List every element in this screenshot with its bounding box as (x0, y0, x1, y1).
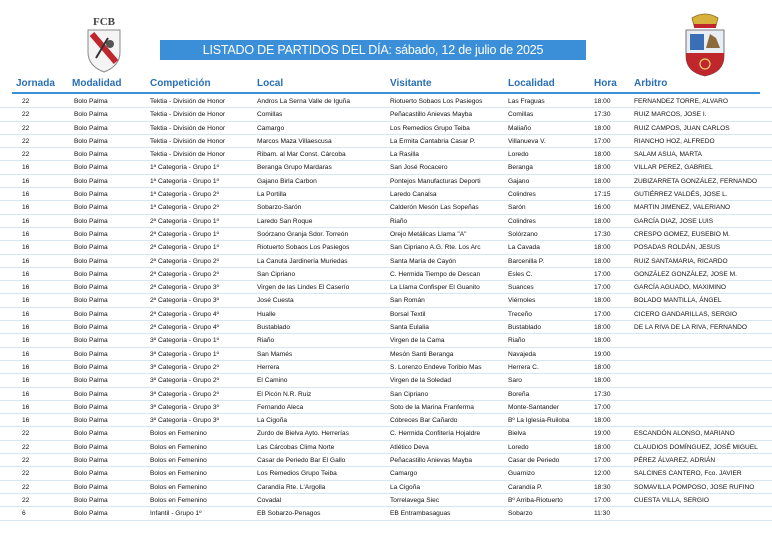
cell-hora: 16:00 (594, 204, 611, 212)
cell-modalidad: Bolo Palma (74, 483, 108, 491)
cell-modalidad: Bolo Palma (74, 297, 108, 305)
cell-localidad: Navajeda (508, 350, 536, 358)
cell-hora: 18:00 (594, 151, 611, 159)
cell-local: Bustablado (257, 324, 290, 332)
cell-jornada: 16 (22, 403, 30, 411)
cell-arbitro: CICERO GANDARILLAS, SERGIO (634, 310, 737, 318)
cell-localidad: Solórzano (508, 230, 538, 238)
cell-competicion: Bolos en Femenino (150, 457, 207, 465)
cell-local: EB Sobarzo-Penagos (257, 510, 321, 518)
cell-local: Camargo (257, 124, 285, 132)
cell-jornada: 22 (22, 111, 30, 119)
cell-arbitro: CLAUDIOS DOMÍNGUEZ, JOSÉ MIGUEL (634, 443, 758, 451)
cell-modalidad: Bolo Palma (74, 417, 108, 425)
cell-visitante: La Cigoña (390, 483, 421, 491)
cell-jornada: 22 (22, 457, 30, 465)
cell-competicion: Bolos en Femenino (150, 496, 207, 504)
cell-hora: 17:30 (594, 390, 611, 398)
cell-competicion: 3ª Categoría - Grupo 1º (150, 350, 219, 358)
cell-modalidad: Bolo Palma (74, 457, 108, 465)
cell-modalidad: Bolo Palma (74, 337, 108, 345)
cell-local: Las Cárcobas Clima Norte (257, 443, 335, 451)
header-arbitro: Arbitro (634, 78, 668, 89)
cell-visitante: La Ermita Cantabria Casar P. (390, 137, 476, 145)
header-competicion: Competición (150, 78, 211, 89)
cell-local: La Cigoña (257, 417, 288, 425)
header-hora: Hora (594, 78, 617, 89)
cell-localidad: Bielva (508, 430, 526, 438)
fcb-logo (80, 14, 128, 74)
cell-localidad: Gajano (508, 177, 530, 185)
cell-arbitro: POSADAS ROLDÁN, JESUS (634, 244, 721, 252)
cell-localidad: Bº Arriba-Riotuerto (508, 496, 563, 504)
cell-jornada: 16 (22, 217, 30, 225)
cell-arbitro: SALCINES CANTERO, Fco. JAVIER (634, 470, 742, 478)
table-row (0, 95, 772, 108)
cell-hora: 17:00 (594, 137, 611, 145)
cell-hora: 17:30 (594, 230, 611, 238)
cell-visitante: Santa Eulalia (390, 324, 429, 332)
cell-localidad: Boreña (508, 390, 530, 398)
header-visitante: Visitante (390, 78, 432, 89)
cell-jornada: 16 (22, 297, 30, 305)
cell-localidad: Las Fraguas (508, 98, 545, 105)
cell-visitante: C. Hermida Tiempo de Descan (390, 270, 481, 278)
cell-localidad: Treceño (508, 310, 532, 318)
cell-local: Casar de Periedo Bar El Gallo (257, 457, 346, 465)
cell-localidad: Beranga (508, 164, 533, 172)
cell-competicion: 2ª Categoría - Grupo 4º (150, 310, 219, 318)
cell-local: El Camino (257, 377, 288, 385)
table-row (0, 388, 772, 401)
cell-competicion: 2ª Categoría - Grupo 1º (150, 217, 219, 225)
table-row (0, 188, 772, 201)
cell-visitante: Camargo (390, 470, 418, 478)
cell-hora: 17:00 (594, 457, 611, 465)
cell-visitante: Soto de la Marina Franferma (390, 403, 474, 411)
cell-modalidad: Bolo Palma (74, 324, 108, 332)
cell-localidad: Herrera C. (508, 363, 539, 371)
cell-modalidad: Bolo Palma (74, 151, 108, 159)
cell-arbitro: GARCÍA AGUADO, MAXIMINO (634, 284, 726, 292)
cell-competicion: Bolos en Femenino (150, 470, 207, 478)
header-jornada: Jornada (16, 78, 55, 89)
cell-arbitro: RIANCHO HOZ, ALFREDO (634, 137, 715, 145)
table-row (0, 122, 772, 135)
header-local: Local (257, 78, 284, 89)
cell-hora: 17:00 (594, 496, 611, 504)
cell-jornada: 16 (22, 204, 30, 212)
cell-modalidad: Bolo Palma (74, 310, 108, 318)
cell-competicion: 3ª Categoría - Grupo 3º (150, 403, 219, 411)
cell-competicion: Infantil - Grupo 1º (150, 510, 202, 518)
cell-local: Comillas (257, 111, 283, 119)
cell-hora: 18:00 (594, 124, 611, 132)
cell-local: La Portilla (257, 191, 287, 199)
cell-competicion: 1ª Categoría - Grupo 1º (150, 177, 219, 185)
table-row (0, 494, 772, 507)
cell-visitante: Calderón Mesón Las Sopeñas (390, 204, 479, 212)
cell-arbitro: ZUBIZARRETA GONZÁLEZ, FERNANDO (634, 177, 757, 185)
cell-hora: 18:00 (594, 324, 611, 332)
cell-competicion: 1ª Categoría - Grupo 1º (150, 164, 219, 172)
cell-local: La Canuta Jardinería Muriedas (257, 257, 348, 265)
cell-competicion: 3ª Categoría - Grupo 2º (150, 377, 219, 385)
cell-arbitro: RUIZ SANTAMARIA, RICARDO (634, 257, 728, 265)
cell-local: Marcos Maza Villaescusa (257, 137, 332, 145)
cell-modalidad: Bolo Palma (74, 350, 108, 358)
cell-competicion: Tektia - División de Honor (150, 137, 226, 145)
cell-visitante: Peñacastillo Anievas Mayba (390, 111, 473, 119)
cell-localidad: Suances (508, 284, 534, 292)
cell-arbitro: RUIZ CAMPOS, JUAN CARLOS (634, 124, 730, 132)
cell-jornada: 16 (22, 257, 30, 265)
cell-localidad: Guarnizo (508, 470, 535, 478)
cell-visitante: La Rasilla (390, 151, 419, 159)
cell-localidad: Bustablado (508, 324, 541, 332)
cell-modalidad: Bolo Palma (74, 377, 108, 385)
cell-arbitro: MARTIN JIMENEZ, VALERIANO (634, 204, 731, 212)
cell-local: San Cipriano (257, 270, 296, 278)
cell-competicion: Bolos en Femenino (150, 430, 207, 438)
table-row (0, 108, 772, 121)
cell-jornada: 22 (22, 151, 30, 159)
cell-modalidad: Bolo Palma (74, 137, 108, 145)
cell-jornada: 16 (22, 177, 30, 185)
cell-jornada: 16 (22, 230, 30, 238)
cell-jornada: 22 (22, 443, 30, 451)
cell-visitante: Santa María de Cayón (390, 257, 456, 265)
cell-competicion: 3ª Categoría - Grupo 2º (150, 390, 219, 398)
cell-hora: 18:00 (594, 257, 611, 265)
cell-jornada: 22 (22, 470, 30, 478)
table-row (0, 454, 772, 467)
header-modalidad: Modalidad (72, 78, 122, 89)
cell-local: San Mamés (257, 350, 293, 358)
cell-local: Herrera (257, 363, 280, 371)
cell-local: Beranga Grupo Mardaras (257, 164, 332, 172)
cell-jornada: 22 (22, 430, 30, 438)
cell-competicion: Tektia - División de Honor (150, 98, 226, 105)
cell-localidad: Loredo (508, 151, 529, 159)
table-row (0, 135, 772, 148)
cell-jornada: 22 (22, 98, 30, 105)
cell-arbitro: GARCÍA DIAZ, JOSE LUIS (634, 217, 714, 225)
cell-visitante: Atlético Deva (390, 443, 429, 451)
cell-modalidad: Bolo Palma (74, 98, 108, 105)
cell-jornada: 16 (22, 324, 30, 332)
cantabria-coat-of-arms (680, 12, 730, 78)
cell-hora: 17:00 (594, 310, 611, 318)
cell-arbitro: FERNANDEZ TORRE, ALVARO (634, 98, 729, 105)
cell-arbitro: BOLADO MANTILLA, ÁNGEL (634, 297, 722, 305)
cell-arbitro: CUESTA VILLA, SERGIO (634, 496, 709, 504)
cell-modalidad: Bolo Palma (74, 443, 108, 451)
cell-local: El Picón N.R. Ruiz (257, 390, 312, 398)
cell-localidad: Loredo (508, 443, 529, 451)
cell-hora: 12:00 (594, 470, 611, 478)
cell-jornada: 16 (22, 244, 30, 252)
cell-hora: 11:30 (594, 510, 611, 518)
cell-jornada: 16 (22, 390, 30, 398)
cell-visitante: Riotuerto Sobaos Los Pasiegos (390, 98, 483, 105)
cell-hora: 18:00 (594, 363, 611, 371)
cell-hora: 17:00 (594, 284, 611, 292)
table-row (0, 148, 772, 161)
cell-hora: 19:00 (594, 350, 611, 358)
cell-local: José Cuesta (257, 297, 294, 305)
table-row (0, 308, 772, 321)
table-row (0, 441, 772, 454)
table-row (0, 467, 772, 480)
cell-localidad: Villanueva V. (508, 137, 546, 145)
cell-visitante: Riaño (390, 217, 408, 225)
page-title: LISTADO DE PARTIDOS DEL DÍA: sábado, 12 de julio de 2025 (160, 40, 586, 60)
cell-hora: 18:00 (594, 164, 611, 172)
cell-modalidad: Bolo Palma (74, 284, 108, 292)
fcb-logo-text: FCB (93, 16, 115, 28)
cell-hora: 19:00 (594, 430, 611, 438)
cell-visitante: Virgen de la Cama (390, 337, 445, 345)
cell-arbitro: PÉREZ ÁLVAREZ, ADRIÁN (634, 457, 716, 465)
cell-localidad: Colindres (508, 191, 536, 199)
cell-competicion: 3ª Categoría - Grupo 3º (150, 417, 219, 425)
cell-visitante: Laredo Canalsa (390, 191, 437, 199)
cell-arbitro: GONZÁLEZ GONZÁLEZ, JOSE M. (634, 270, 737, 278)
cell-competicion: 3ª Categoría - Grupo 1º (150, 337, 219, 345)
table-row (0, 507, 772, 520)
cell-local: Gajano Birla Carbon (257, 177, 317, 185)
cell-competicion: 1ª Categoría - Grupo 2º (150, 191, 219, 199)
table-row (0, 361, 772, 374)
table-row (0, 255, 772, 268)
cell-modalidad: Bolo Palma (74, 230, 108, 238)
cell-arbitro: VILLAR PEREZ, GABRIEL (634, 164, 713, 172)
cell-localidad: Sobarzo (508, 510, 533, 518)
cell-hora: 18:00 (594, 244, 611, 252)
cell-localidad: Monte-Santander (508, 403, 559, 411)
cell-visitante: Mesón Santi Beranga (390, 350, 454, 358)
table-row (0, 161, 772, 174)
cell-jornada: 16 (22, 417, 30, 425)
cell-local: Riotuerto Sobaos Los Pasiegos (257, 244, 350, 252)
cell-competicion: 1ª Categoría - Grupo 2º (150, 204, 219, 212)
cell-competicion: 2ª Categoría - Grupo 1º (150, 230, 219, 238)
cell-modalidad: Bolo Palma (74, 270, 108, 278)
cell-local: Laredo San Roque (257, 217, 313, 225)
cell-competicion: Tektia - División de Honor (150, 124, 226, 132)
cell-arbitro: SOMAVILLA POMPOSO, JOSE RUFINO (634, 483, 755, 491)
table-header (0, 78, 772, 92)
cell-jornada: 16 (22, 363, 30, 371)
cell-jornada: 16 (22, 337, 30, 345)
cell-localidad: Sarón (508, 204, 526, 212)
cell-modalidad: Bolo Palma (74, 111, 108, 119)
cell-jornada: 22 (22, 137, 30, 145)
matches-table (0, 95, 772, 521)
cell-hora: 18:00 (594, 443, 611, 451)
cell-competicion: Tektia - División de Honor (150, 111, 226, 119)
table-row (0, 201, 772, 214)
cell-modalidad: Bolo Palma (74, 164, 108, 172)
cell-modalidad: Bolo Palma (74, 363, 108, 371)
table-row (0, 334, 772, 347)
cell-local: Fernando Aleca (257, 403, 304, 411)
cell-local: Andros La Serna Valle de Iguña (257, 98, 350, 105)
cell-visitante: Pontejos Manufacturas Deporti (390, 177, 481, 185)
cell-jornada: 16 (22, 270, 30, 278)
cell-hora: 18:00 (594, 337, 611, 345)
cell-localidad: Maliaño (508, 124, 532, 132)
cell-modalidad: Bolo Palma (74, 217, 108, 225)
cell-modalidad: Bolo Palma (74, 390, 108, 398)
cell-visitante: San Román (390, 297, 425, 305)
cell-visitante: EB Entrambasaguas (390, 510, 451, 518)
cell-arbitro: DE LA RIVA DE LA RIVA, FERNANDO (634, 324, 747, 332)
cell-competicion: 2ª Categoría - Grupo 1º (150, 244, 219, 252)
cell-arbitro: RUIZ MARCOS, JOSE I. (634, 111, 707, 119)
table-row (0, 241, 772, 254)
cell-hora: 18:00 (594, 417, 611, 425)
table-row (0, 228, 772, 241)
cell-arbitro: CRESPO GOMEZ, EUSEBIO M. (634, 230, 730, 238)
cell-modalidad: Bolo Palma (74, 510, 108, 518)
table-row (0, 294, 772, 307)
cell-hora: 18:00 (594, 217, 611, 225)
cell-local: Zurdo de Bielva Ayto. Herrerías (257, 430, 349, 438)
cell-local: Los Remedios Grupo Teiba (257, 470, 337, 478)
cell-hora: 17:00 (594, 270, 611, 278)
cell-competicion: 2ª Categoría - Grupo 4º (150, 324, 219, 332)
table-row (0, 321, 772, 334)
cell-visitante: Los Remedios Grupo Teiba (390, 124, 470, 132)
cell-hora: 17:00 (594, 403, 611, 411)
cell-jornada: 16 (22, 350, 30, 358)
cell-jornada: 22 (22, 496, 30, 504)
cell-modalidad: Bolo Palma (74, 403, 108, 411)
table-row (0, 374, 772, 387)
table-row (0, 414, 772, 427)
cell-arbitro: SALAM ASUA, MARTA (634, 151, 702, 159)
table-row (0, 268, 772, 281)
cell-local: Ribam. al Mar Const. Cárcoba (257, 151, 346, 159)
cell-localidad: La Cavada (508, 244, 540, 252)
cell-hora: 18:00 (594, 177, 611, 185)
cell-arbitro: ESCANDÓN ALONSO, MARIANO (634, 430, 735, 438)
cell-jornada: 6 (22, 510, 26, 518)
cell-modalidad: Bolo Palma (74, 496, 108, 504)
cell-visitante: San Cipriano (390, 390, 429, 398)
cell-localidad: Carandía P. (508, 483, 543, 491)
cell-visitante: Torrelavega Siec (390, 496, 440, 504)
cell-competicion: Tektia - División de Honor (150, 151, 226, 159)
cell-jornada: 16 (22, 377, 30, 385)
table-row (0, 481, 772, 494)
cell-localidad: Bº La Iglesia-Ruiloba (508, 417, 570, 425)
cell-jornada: 22 (22, 124, 30, 132)
cell-jornada: 16 (22, 284, 30, 292)
cell-localidad: Comillas (508, 111, 534, 119)
cell-jornada: 16 (22, 164, 30, 172)
cell-jornada: 16 (22, 191, 30, 199)
cell-localidad: Saro (508, 377, 522, 385)
cell-modalidad: Bolo Palma (74, 430, 108, 438)
cell-modalidad: Bolo Palma (74, 257, 108, 265)
table-row (0, 215, 772, 228)
cell-localidad: Viérnoles (508, 297, 536, 305)
cell-visitante: Cóbreces Bar Cañardo (390, 417, 458, 425)
cell-competicion: 2ª Categoría - Grupo 3º (150, 297, 219, 305)
table-row (0, 348, 772, 361)
cell-arbitro: GUTIÉRREZ VALDÉS, JOSE L. (634, 191, 728, 199)
cell-visitante: C. Hermida Confitería Hojaldre (390, 430, 481, 438)
cell-competicion: 2ª Categoría - Grupo 3º (150, 284, 219, 292)
cell-visitante: Orejo Metálicas Llama "A" (390, 230, 467, 238)
table-row (0, 281, 772, 294)
cell-local: Hualle (257, 310, 276, 318)
cell-jornada: 22 (22, 483, 30, 491)
cell-localidad: Esles C. (508, 270, 533, 278)
cell-competicion: 2ª Categoría - Grupo 2º (150, 257, 219, 265)
cell-localidad: Riaño (508, 337, 526, 345)
cell-hora: 18:00 (594, 98, 611, 105)
cell-modalidad: Bolo Palma (74, 204, 108, 212)
cell-visitante: La Llama Confisper El Guanito (390, 284, 480, 292)
cell-local: Carandía Rte. L'Argolla (257, 483, 326, 491)
cell-modalidad: Bolo Palma (74, 244, 108, 252)
table-row (0, 427, 772, 440)
cell-modalidad: Bolo Palma (74, 191, 108, 199)
cell-jornada: 16 (22, 310, 30, 318)
cell-hora: 18:00 (594, 377, 611, 385)
cell-visitante: San José Rocacero (390, 164, 448, 172)
cell-visitante: S. Lorenzo Endeve Toribio Mas (390, 363, 482, 371)
cell-visitante: Borsal Textil (390, 310, 426, 318)
cell-local: Sobarzo-Sarón (257, 204, 302, 212)
cell-localidad: Casar de Periedo (508, 457, 560, 465)
cell-localidad: Colindres (508, 217, 536, 225)
cell-hora: 17:15 (594, 191, 611, 199)
cell-modalidad: Bolo Palma (74, 470, 108, 478)
table-row (0, 401, 772, 414)
cell-local: Covadal (257, 496, 282, 504)
cell-local: Virgen de las Lindes El Caserío (257, 284, 350, 292)
cell-hora: 18:00 (594, 297, 611, 305)
cell-competicion: 3ª Categoría - Grupo 2º (150, 363, 219, 371)
cell-hora: 17:30 (594, 111, 611, 119)
cell-competicion: 2ª Categoría - Grupo 2º (150, 270, 219, 278)
header-localidad: Localidad (508, 78, 555, 89)
cell-local: Riaño (257, 337, 275, 345)
cell-visitante: Virgen de la Soledad (390, 377, 452, 385)
cell-hora: 18:30 (594, 483, 611, 491)
cell-modalidad: Bolo Palma (74, 177, 108, 185)
cell-competicion: Bolos en Femenino (150, 443, 207, 451)
cell-localidad: Barcenilla P. (508, 257, 545, 265)
cell-visitante: Peñacastillo Anievas Mayba (390, 457, 473, 465)
cell-competicion: Bolos en Femenino (150, 483, 207, 491)
cell-modalidad: Bolo Palma (74, 124, 108, 132)
cell-local: Soórzano Granja Sdor. Torreón (257, 230, 349, 238)
header-divider (12, 92, 760, 94)
table-row (0, 175, 772, 188)
cell-visitante: San Cipriano A.G. Rte. Los Arc (390, 244, 481, 252)
